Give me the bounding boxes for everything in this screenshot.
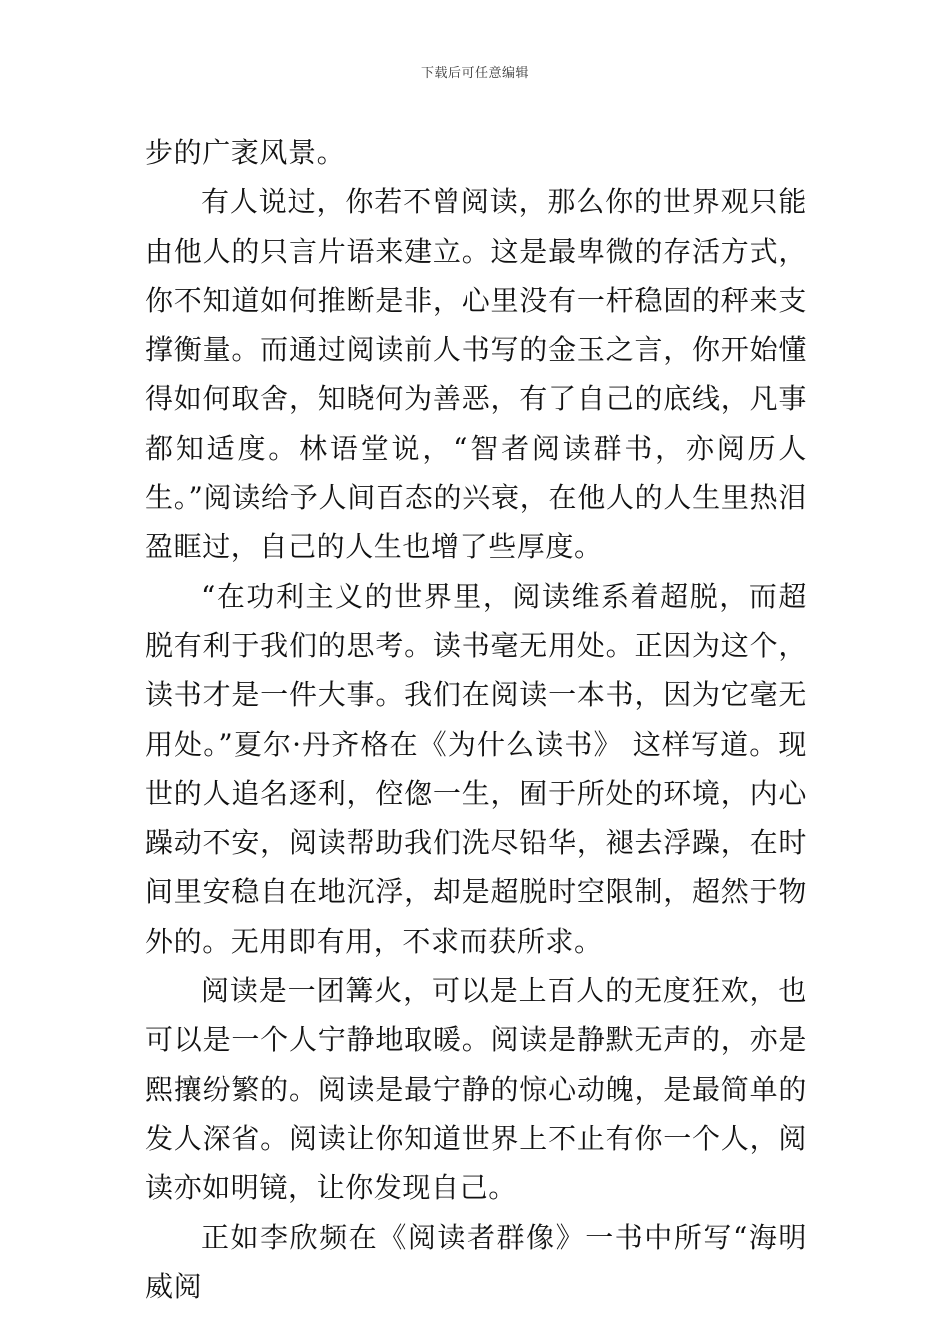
paragraph-li-xinpin: 正如李欣频在《阅读者群像》一书中所写“海明威阅: [145, 1220, 807, 1303]
paragraph-worldview: 有人说过，你若不曾阅读，那么你的世界观只能由他人的只言片语来建立。这是最卑微的存活方式，你不知道如何推断是非，心里没有一杆稳固的秤来支撑衡量。而通过阅读前人书写的金玉之言，你开始懂得如何取舍，知晓何为善恶，有了自己的底线，凡事都知适度。林语堂说，“智者阅读群书，亦阅历人生。”阅读给予人间百态的兴衰，在他人的人生里热泪盈眶过，自己的人生也增了些厚度。: [145, 185, 807, 564]
paragraph-utilitarian-quote: “在功利主义的世界里，阅读维系着超脱，而超脱有利于我们的思考。读书毫无用处。正因为这个，读书才是一件大事。我们在阅读一本书，因为它毫无用处。”夏尔·丹齐格在《为什么读书》 这样写道。现世的人追名逐利，倥偬一生，囿于所处的环境，内心躁动不安，阅读帮助我们洗尽铅华，褪去浮躁，在时间里安稳自在地沉浮，却是超脱时空限制，超然于物外的。无用即有用，不求而获所求。: [145, 579, 807, 958]
paragraph-bonfire: 阅读是一团篝火，可以是上百人的无度狂欢，也可以是一个人宁静地取暖。阅读是静默无声的，亦是熙攘纷繁的。阅读是最宁静的惊心动魄，是最简单的发人深省。阅读让你知道世界上不止有你一个人，阅读亦如明镜，让你发现自己。: [145, 974, 807, 1205]
page-header: 下载后可任意编辑: [420, 66, 529, 81]
document-body: [145, 128, 807, 1311]
paragraph-continuation: 步的广袤风景。: [145, 136, 346, 169]
